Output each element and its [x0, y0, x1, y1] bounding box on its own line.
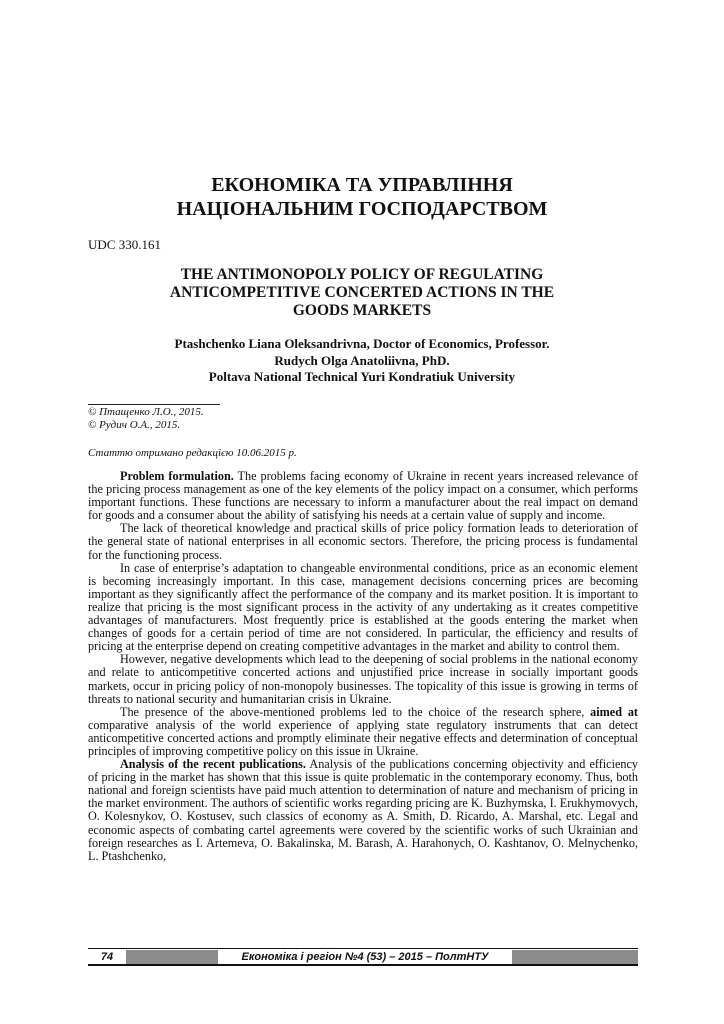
copyright-1: © Птащенко Л.О., 2015. [88, 406, 204, 418]
author-2: Rudych Olga Anatoliivna, PhD. [274, 352, 450, 368]
journal-name: Економіка і регіон №4 (53) – 2015 – ПолтНТУ [241, 951, 489, 963]
paper-title-line-3: GOODS MARKETS [292, 302, 432, 319]
paper-title-line-1: THE ANTIMONOPOLY POLICY OF REGULATING [180, 266, 544, 283]
footer-gray-band [126, 950, 218, 964]
heading-problem-formulation: Problem formulation. [120, 469, 234, 483]
footer-gray-band [512, 950, 638, 964]
aim-keyword: aimed at [590, 704, 638, 719]
paragraph-text: The problems facing economy of Ukraine in recent years increased relevance of the pricing process management as one of the key elements of the policy impact on a consumer, which performs important functions. These functions are necessary to inform a manufacturer about the real impact on demand for goods and a consumer about the ability of satisfying his needs at a certain value of supply and income. [88, 469, 638, 523]
paragraph-text: comparative analysis of the world experience of applying state regulatory instruments that can detect anticompetitive concerted actions and promptly eliminate their negative effects and determination of conceptual principles of improving competitive policy on this issue in Ukraine. [88, 717, 638, 758]
copyright-footnotes [88, 406, 204, 432]
paragraph-analysis [88, 758, 638, 863]
authors-block [80, 336, 644, 386]
paragraph-text: The presence of the above-mentioned problems led to the choice of the research sphere, [120, 704, 591, 719]
footer-rule-top [88, 948, 638, 949]
udc-code: UDC 330.161 [88, 237, 161, 252]
paragraph: In case of enterprise’s adaptation to changeable environmental conditions, price as an economic element is becoming increasingly important. In this case, management decisions concerning prices are becoming important as they significantly affect the performance of the company and its market position. It is important to realize that pricing is the most significant process in the activity of any undertaking as it creates competitive advantages of manufacturers. Most frequently price is established at the goods entering the market when changes of goods for a certain period of time are not considered. In particular, the efficiency and results of pricing at the enterprise depend on creating competitive advantages in the market and ability to control them. [88, 560, 638, 654]
footnote-rule [88, 404, 220, 405]
section-title-line-1: ЕКОНОМІКА ТА УПРАВЛІННЯ [211, 174, 513, 196]
section-title-line-2: НАЦІОНАЛЬНИМ ГОСПОДАРСТВОМ [176, 198, 548, 220]
paragraph: However, negative developments which lead to the deepening of social problems in the national economy and relate to anticompetitive concerted actions and unjustified price increase in socially important goods markets, occur in pricing policy of non-monopoly businesses. The topicality of this issue is growing in terms of threats to national security and humanitarian crisis in Ukraine. [88, 652, 638, 706]
paragraph-text: Analysis of the publications concerning objectivity and efficiency of pricing in the market has shown that this issue is quite problematic in the contemporary economy. Thus, both national and foreign scientists have paid much attention to determination of nature and mechanism of pricing in the market environment. The authors of scientific works regarding pricing are K. Buzhymska, I. Erukhymovych, O. Kolesnykov, O. Kostusev, such classics of economy as A. Smith, D. Ricardo, A. Marshal, etc. Legal and economic aspects of combating cartel agreements were covered by the scientific works of such Ukrainian and foreign researches as I. Artemeva, O. Bakalinska, M. Barash, A. Harahonych, O. Kashtanov, O. Melnychenko, L. Ptashchenko, [88, 757, 638, 863]
paragraph-aim [88, 706, 638, 758]
section-title [0, 173, 724, 221]
author-1: Ptashchenko Liana Oleksandrivna, Doctor of Economics, Professor. [174, 336, 550, 351]
copyright-2: © Рудич О.А., 2015. [88, 419, 181, 431]
paper-title-line-2: ANTICOMPETITIVE CONCERTED ACTIONS IN THE [169, 284, 555, 301]
page-number: 74 [100, 951, 114, 963]
page-footer [88, 950, 638, 964]
heading-analysis: Analysis of the recent publications. [120, 757, 306, 772]
paragraph: The lack of theoretical knowledge and practical skills of price policy formation leads to deterioration of the general state of national enterprises in all economic sectors. Therefore, the pricing process is fundamental for the functioning process. [88, 521, 638, 562]
article-body [88, 470, 638, 863]
footer-rule-bottom [88, 964, 638, 966]
affiliation: Poltava National Technical Yuri Kondratiuk University [208, 369, 516, 384]
paragraph-problem-formulation [88, 470, 638, 522]
received-date: Статтю отримано редакцією 10.06.2015 р. [88, 447, 297, 459]
paper-title [110, 266, 614, 320]
